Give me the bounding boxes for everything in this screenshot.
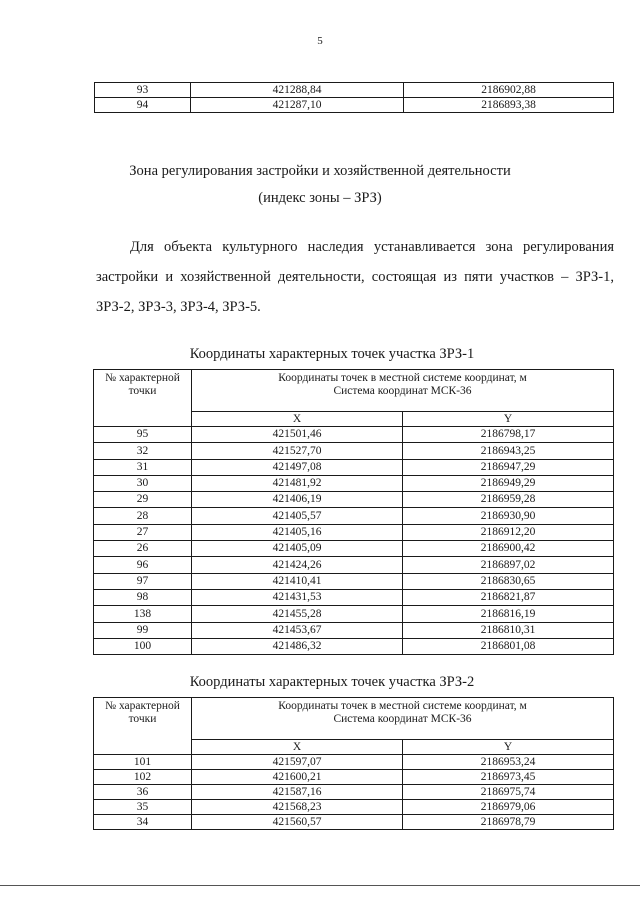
- table-row: [94, 573, 614, 589]
- x-coordinate-cell: 421405,16: [192, 524, 403, 540]
- table-row: [95, 98, 614, 113]
- x-coordinate-cell: 421501,46: [192, 427, 403, 443]
- table2-body: [94, 755, 614, 830]
- y-coordinate-cell: 2186821,87: [403, 589, 614, 605]
- y-coordinate-cell: 2186912,20: [403, 524, 614, 540]
- table-row: [94, 475, 614, 491]
- table-row: [94, 785, 614, 800]
- point-number-cell: 27: [94, 524, 192, 540]
- table-row: [94, 492, 614, 508]
- table-row: [94, 770, 614, 785]
- x-coordinate-cell: 421405,09: [192, 541, 403, 557]
- point-number-header: [94, 370, 192, 427]
- table-row: [94, 459, 614, 475]
- coordinates-header-line1: Координаты точек в местной системе координат, м: [278, 700, 527, 712]
- point-number-cell: 138: [94, 606, 192, 622]
- y-coordinate-cell: 2186893,38: [404, 98, 614, 113]
- zone-title: Зона регулирования застройки и хозяйственной деятельности: [129, 163, 511, 179]
- coordinates-header-line1: Координаты точек в местной системе координат, м: [278, 372, 527, 384]
- page-number: 5: [317, 35, 323, 47]
- table1-body: [94, 427, 614, 655]
- point-number-cell: 29: [94, 492, 192, 508]
- x-coordinate-cell: 421560,57: [192, 815, 403, 830]
- table-row: [94, 815, 614, 830]
- point-number-cell: 34: [94, 815, 192, 830]
- table-row: [94, 638, 614, 654]
- x-coordinate-cell: 421453,67: [192, 622, 403, 638]
- y-coordinate-cell: 2186816,19: [403, 606, 614, 622]
- table2-caption: Координаты характерных точек участка ЗРЗ-2: [189, 674, 475, 690]
- coordinates-header-line2: Система координат МСК-36: [333, 385, 472, 397]
- footer-rule: [0, 885, 640, 886]
- x-column-header: X: [192, 740, 403, 755]
- y-coordinate-cell: 2186902,88: [404, 83, 614, 98]
- y-coordinate-cell: 2186979,06: [403, 800, 614, 815]
- table-row: [94, 606, 614, 622]
- top-coordinates-table: [94, 82, 614, 113]
- table-row: [95, 83, 614, 98]
- x-coordinate-cell: 421600,21: [192, 770, 403, 785]
- point-number-cell: 96: [94, 557, 192, 573]
- y-coordinate-cell: 2186949,29: [403, 475, 614, 491]
- y-coordinate-cell: 2186930,90: [403, 508, 614, 524]
- y-coordinate-cell: 2186900,42: [403, 541, 614, 557]
- point-number-header: [94, 698, 192, 755]
- x-coordinate-cell: 421455,28: [192, 606, 403, 622]
- point-number-cell: 35: [94, 800, 192, 815]
- point-number-cell: 31: [94, 459, 192, 475]
- table-row: [94, 541, 614, 557]
- y-coordinate-cell: 2186953,24: [403, 755, 614, 770]
- y-coordinate-cell: 2186830,65: [403, 573, 614, 589]
- y-coordinate-cell: 2186897,02: [403, 557, 614, 573]
- zone-index: (индекс зоны – ЗРЗ): [258, 190, 382, 206]
- coordinates-header: [192, 698, 614, 740]
- y-coordinate-cell: 2186801,08: [403, 638, 614, 654]
- y-coordinate-cell: 2186973,45: [403, 770, 614, 785]
- table-row: [94, 508, 614, 524]
- x-coordinate-cell: 421568,23: [192, 800, 403, 815]
- point-number-cell: 101: [94, 755, 192, 770]
- x-coordinate-cell: 421406,19: [192, 492, 403, 508]
- y-coordinate-cell: 2186959,28: [403, 492, 614, 508]
- top-table-body: [95, 83, 614, 113]
- point-number-cell: 32: [94, 443, 192, 459]
- y-coordinate-cell: 2186947,29: [403, 459, 614, 475]
- x-coordinate-cell: 421497,08: [192, 459, 403, 475]
- point-number-header-line2: точки: [128, 713, 157, 725]
- point-number-cell: 102: [94, 770, 192, 785]
- x-coordinate-cell: 421481,92: [192, 475, 403, 491]
- table-row: [94, 622, 614, 638]
- table1-caption: Координаты характерных точек участка ЗРЗ-1: [189, 346, 475, 362]
- x-coordinate-cell: 421424,26: [192, 557, 403, 573]
- x-coordinate-cell: 421597,07: [192, 755, 403, 770]
- y-coordinate-cell: 2186978,79: [403, 815, 614, 830]
- point-number-cell: 30: [94, 475, 192, 491]
- y-column-header: Y: [403, 412, 614, 427]
- table-row: [94, 755, 614, 770]
- point-number-cell: 93: [95, 83, 191, 98]
- x-column-header: X: [192, 412, 403, 427]
- point-number-cell: 95: [94, 427, 192, 443]
- table-row: [94, 800, 614, 815]
- point-number-cell: 97: [94, 573, 192, 589]
- y-coordinate-cell: 2186798,17: [403, 427, 614, 443]
- x-coordinate-cell: 421287,10: [191, 98, 404, 113]
- point-number-header-line2: точки: [128, 385, 157, 397]
- x-coordinate-cell: 421486,32: [192, 638, 403, 654]
- point-number-cell: 28: [94, 508, 192, 524]
- table-row: [94, 427, 614, 443]
- coordinates-header: [192, 370, 614, 412]
- paragraph-text: Для объекта культурного наследия устанавливается зона регулирования застройки и хозяйственной деятельности, состоящая из пяти участков – ЗРЗ-1, ЗРЗ-2, ЗРЗ-3, ЗРЗ-4, ЗРЗ-5.: [96, 239, 614, 315]
- table-row: [94, 524, 614, 540]
- table-row: [94, 557, 614, 573]
- x-coordinate-cell: 421527,70: [192, 443, 403, 459]
- point-number-cell: 36: [94, 785, 192, 800]
- y-coordinate-cell: 2186943,25: [403, 443, 614, 459]
- y-column-header: Y: [403, 740, 614, 755]
- point-number-cell: 100: [94, 638, 192, 654]
- coordinates-header-line2: Система координат МСК-36: [333, 713, 472, 725]
- x-coordinate-cell: 421288,84: [191, 83, 404, 98]
- zrz1-coordinates-table: [93, 369, 614, 655]
- x-coordinate-cell: 421405,57: [192, 508, 403, 524]
- x-coordinate-cell: 421410,41: [192, 573, 403, 589]
- point-number-cell: 26: [94, 541, 192, 557]
- x-coordinate-cell: 421431,53: [192, 589, 403, 605]
- table-row: [94, 443, 614, 459]
- table-row: [94, 589, 614, 605]
- point-number-cell: 99: [94, 622, 192, 638]
- zrz2-coordinates-table: [93, 697, 614, 830]
- point-number-header-line1: № характерной: [105, 372, 180, 384]
- point-number-cell: 94: [95, 98, 191, 113]
- point-number-header-line1: № характерной: [105, 700, 180, 712]
- zone-description-paragraph: [96, 232, 614, 322]
- y-coordinate-cell: 2186975,74: [403, 785, 614, 800]
- point-number-cell: 98: [94, 589, 192, 605]
- x-coordinate-cell: 421587,16: [192, 785, 403, 800]
- y-coordinate-cell: 2186810,31: [403, 622, 614, 638]
